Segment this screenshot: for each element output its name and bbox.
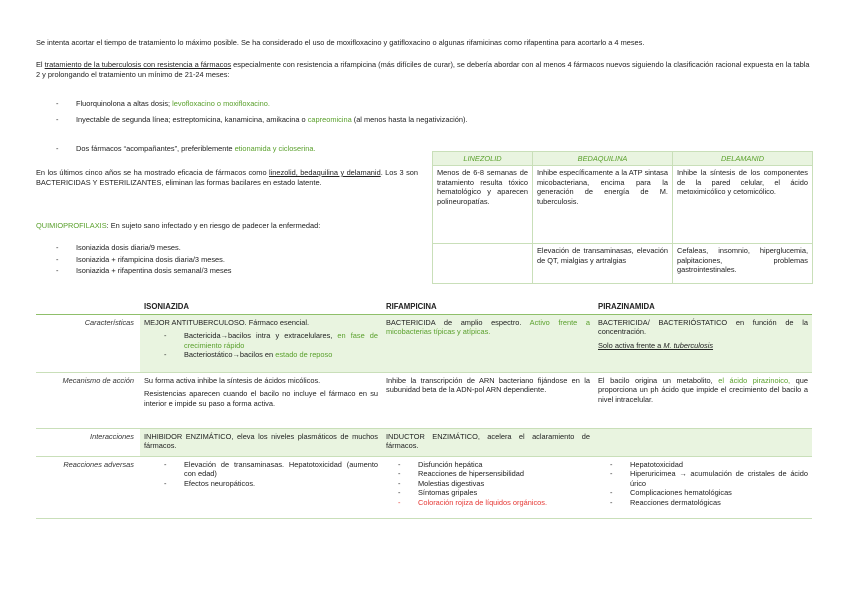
intro-paragraph-3: En los últimos cinco años se ha mostrado eficacia de fármacos como linezolid, bedaquilina y delamanid. Los 3 son BACTERICIDAS Y ESTERILIZANTES, eliminan las formas bacilares en estado latente. [36, 168, 418, 187]
bedaquilina-adverse-cell: Elevación de transaminasas, elevación de QT, mialgias y artralgias [533, 244, 673, 284]
chemoprophylaxis-heading: QUIMIOPROFILAXIS: En sujeto sano infectado y en riesgo de padecer la enfermedad: [36, 221, 321, 230]
linezolid-cell-2 [433, 244, 533, 284]
rifampicina-interacciones: INDUCTOR ENZIMÁTICO, acelera el aclaramiento de fármacos. [382, 428, 594, 456]
iso-car-list [144, 331, 378, 360]
header-linezolid: LINEZOLID [433, 152, 533, 166]
pirazinamida-caracteristicas: BACTERICIDA/ BACTERIÓSTATICO en función de la concentración. Solo activa frente a M. tuberculosis [594, 314, 812, 372]
list-item: - Isoniazida + rifapentina dosis semanal/3 meses [56, 266, 416, 276]
isoniazida-mecanismo: Su forma activa inhibe la síntesis de ácidos micólicos. Resistencias aparecen cuando el bacilo no incluye el fármaco en su interior e impide su paso a forma activa. [140, 372, 382, 428]
table-row [433, 244, 813, 284]
new-drugs-table [432, 151, 813, 284]
bedaquilina-cell: Inhibe específicamente a la ATP sintasa micobacteriana, encima para la generación de energía de M. tuberculosis. [533, 166, 673, 244]
isoniazida-reacciones [140, 456, 382, 518]
list-item: - Dos fármacos “acompañantes”, preferiblemente etionamida y cicloserina. [56, 144, 416, 154]
chemoprophylaxis-list [56, 243, 416, 276]
arrow-right-icon: → [679, 469, 687, 479]
isoniazida-interacciones: INHIBIDOR ENZIMÁTICO, eleva los niveles plasmáticos de muchos fármacos. [140, 428, 382, 456]
isoniazida-caracteristicas: MEJOR ANTITUBERCULOSO. Fármaco esencial. - Bactericida→bacilos intra y extracelulares, en fase de crecimiento rápido - Bacteriostático→bacilos en estado de reposo [140, 314, 382, 372]
table-row [433, 166, 813, 244]
list-item: - Coloración rojiza de líquidos orgánicos. [398, 498, 590, 508]
header-isoniazida: ISONIAZIDA [140, 300, 382, 314]
p2-text-a: El [36, 60, 45, 69]
row-label-interacciones: Interacciones [36, 428, 140, 456]
table-row [36, 428, 812, 456]
delamanid-adverse-cell: Cefaleas, insomnio, hiperglucemia, palpitaciones, problemas gastrointestinales. [673, 244, 813, 284]
list-item: - Síntomas gripales [398, 488, 590, 498]
table-row [36, 314, 812, 372]
row-label-caracteristicas: Características [36, 314, 140, 372]
rifampicina-caracteristicas: BACTERICIDA de amplio espectro. Activo frente a micobacterias típicas y atípicas. [382, 314, 594, 372]
treatment-list-2 [56, 144, 416, 154]
list-item: - Disfunción hepática [398, 460, 590, 470]
list-item: - Reacciones de hipersensibilidad [398, 469, 590, 479]
rifampicina-reacciones [382, 456, 594, 518]
header-bedaquilina: BEDAQUILINA [533, 152, 673, 166]
list-item: - Molestias digestivas [398, 479, 590, 489]
list-item: - Elevación de transaminasas. Hepatotoxicidad (aumento con edad) [164, 460, 378, 479]
p2-text-b: especialmente con resistencia a rifampicina (más difíciles de curar), se debería abordar con al menos 4 fármacos nuevos siguiendo la clasificación racional expuesta en la tabla 2 y prolongando el tratamiento un mínimo de 21-24 meses: [36, 60, 810, 79]
drugs-comparison-table [36, 300, 812, 519]
delamanid-cell: Inhibe la síntesis de los componentes de la pared celular, el ácido metoximicólico y cetomicólico. [673, 166, 813, 244]
header-pirazinamida: PIRAZINAMIDA [594, 300, 812, 314]
header-rifampicina: RIFAMPICINA [382, 300, 594, 314]
row-label-reacciones: Reacciones adversas [36, 456, 140, 518]
list-item: - Bactericida→bacilos intra y extracelulares, en fase de crecimiento rápido [164, 331, 378, 350]
list-item: - Isoniazida dosis diaria/9 meses. [56, 243, 416, 253]
intro-paragraph-2 [36, 60, 812, 79]
header-delamanid: DELAMANID [673, 152, 813, 166]
table-row [36, 456, 812, 518]
rifampicina-mecanismo: Inhibe la transcripción de ARN bacteriano fijándose en la subunidad beta de la ADN-pol ARN dependiente. [382, 372, 594, 428]
list-item: - Efectos neuropáticos. [164, 479, 378, 489]
arrow-right-icon: → [232, 350, 240, 360]
list-item: - Reacciones dermatológicas [610, 498, 808, 508]
pirazinamida-mecanismo: El bacilo origina un metabolito, el ácido pirazinoico, que proporciona un ph ácido que impide el crecimiento del bacilo a nivel intracelular. [594, 372, 812, 428]
linezolid-cell: Menos de 6-8 semanas de tratamiento resulta tóxico hematológico y aparecen polineuropatías. [433, 166, 533, 244]
list-item: - Fluorquinolona a altas dosis; levofloxacino o moxifloxacino. [56, 99, 616, 109]
table-row [36, 372, 812, 428]
arrow-right-icon: → [220, 331, 228, 341]
list-item: - Inyectable de segunda línea; estreptomicina, kanamicina, amikacina o capreomicina (al menos hasta la negativización). [56, 115, 616, 125]
list-item: - Isoniazida + rifampicina dosis diaria/3 meses. [56, 255, 416, 265]
treatment-list [56, 99, 616, 124]
pirazinamida-interacciones [594, 428, 812, 456]
list-item: - Hepatotoxicidad [610, 460, 808, 470]
table-header-row [433, 152, 813, 166]
table-header-row [36, 300, 812, 314]
p2-underlined: tratamiento de la tuberculosis con resistencia a fármacos [44, 60, 232, 69]
intro-paragraph-1: Se intenta acortar el tiempo de tratamiento lo máximo posible. Se ha considerado el uso de moxifloxacino y gatifloxacino o algunas rifamicinas como rifapentina para acortarlo a 4 meses. [36, 38, 645, 47]
list-item: - Complicaciones hematológicas [610, 488, 808, 498]
header-empty [36, 300, 140, 314]
pirazinamida-reacciones [594, 456, 812, 518]
list-item: - Hiperuricimea → acumulación de cristales de ácido úrico [610, 469, 808, 488]
list-item: - Bacteriostático→bacilos en estado de reposo [164, 350, 378, 360]
row-label-mecanismo: Mecanismo de acción [36, 372, 140, 428]
